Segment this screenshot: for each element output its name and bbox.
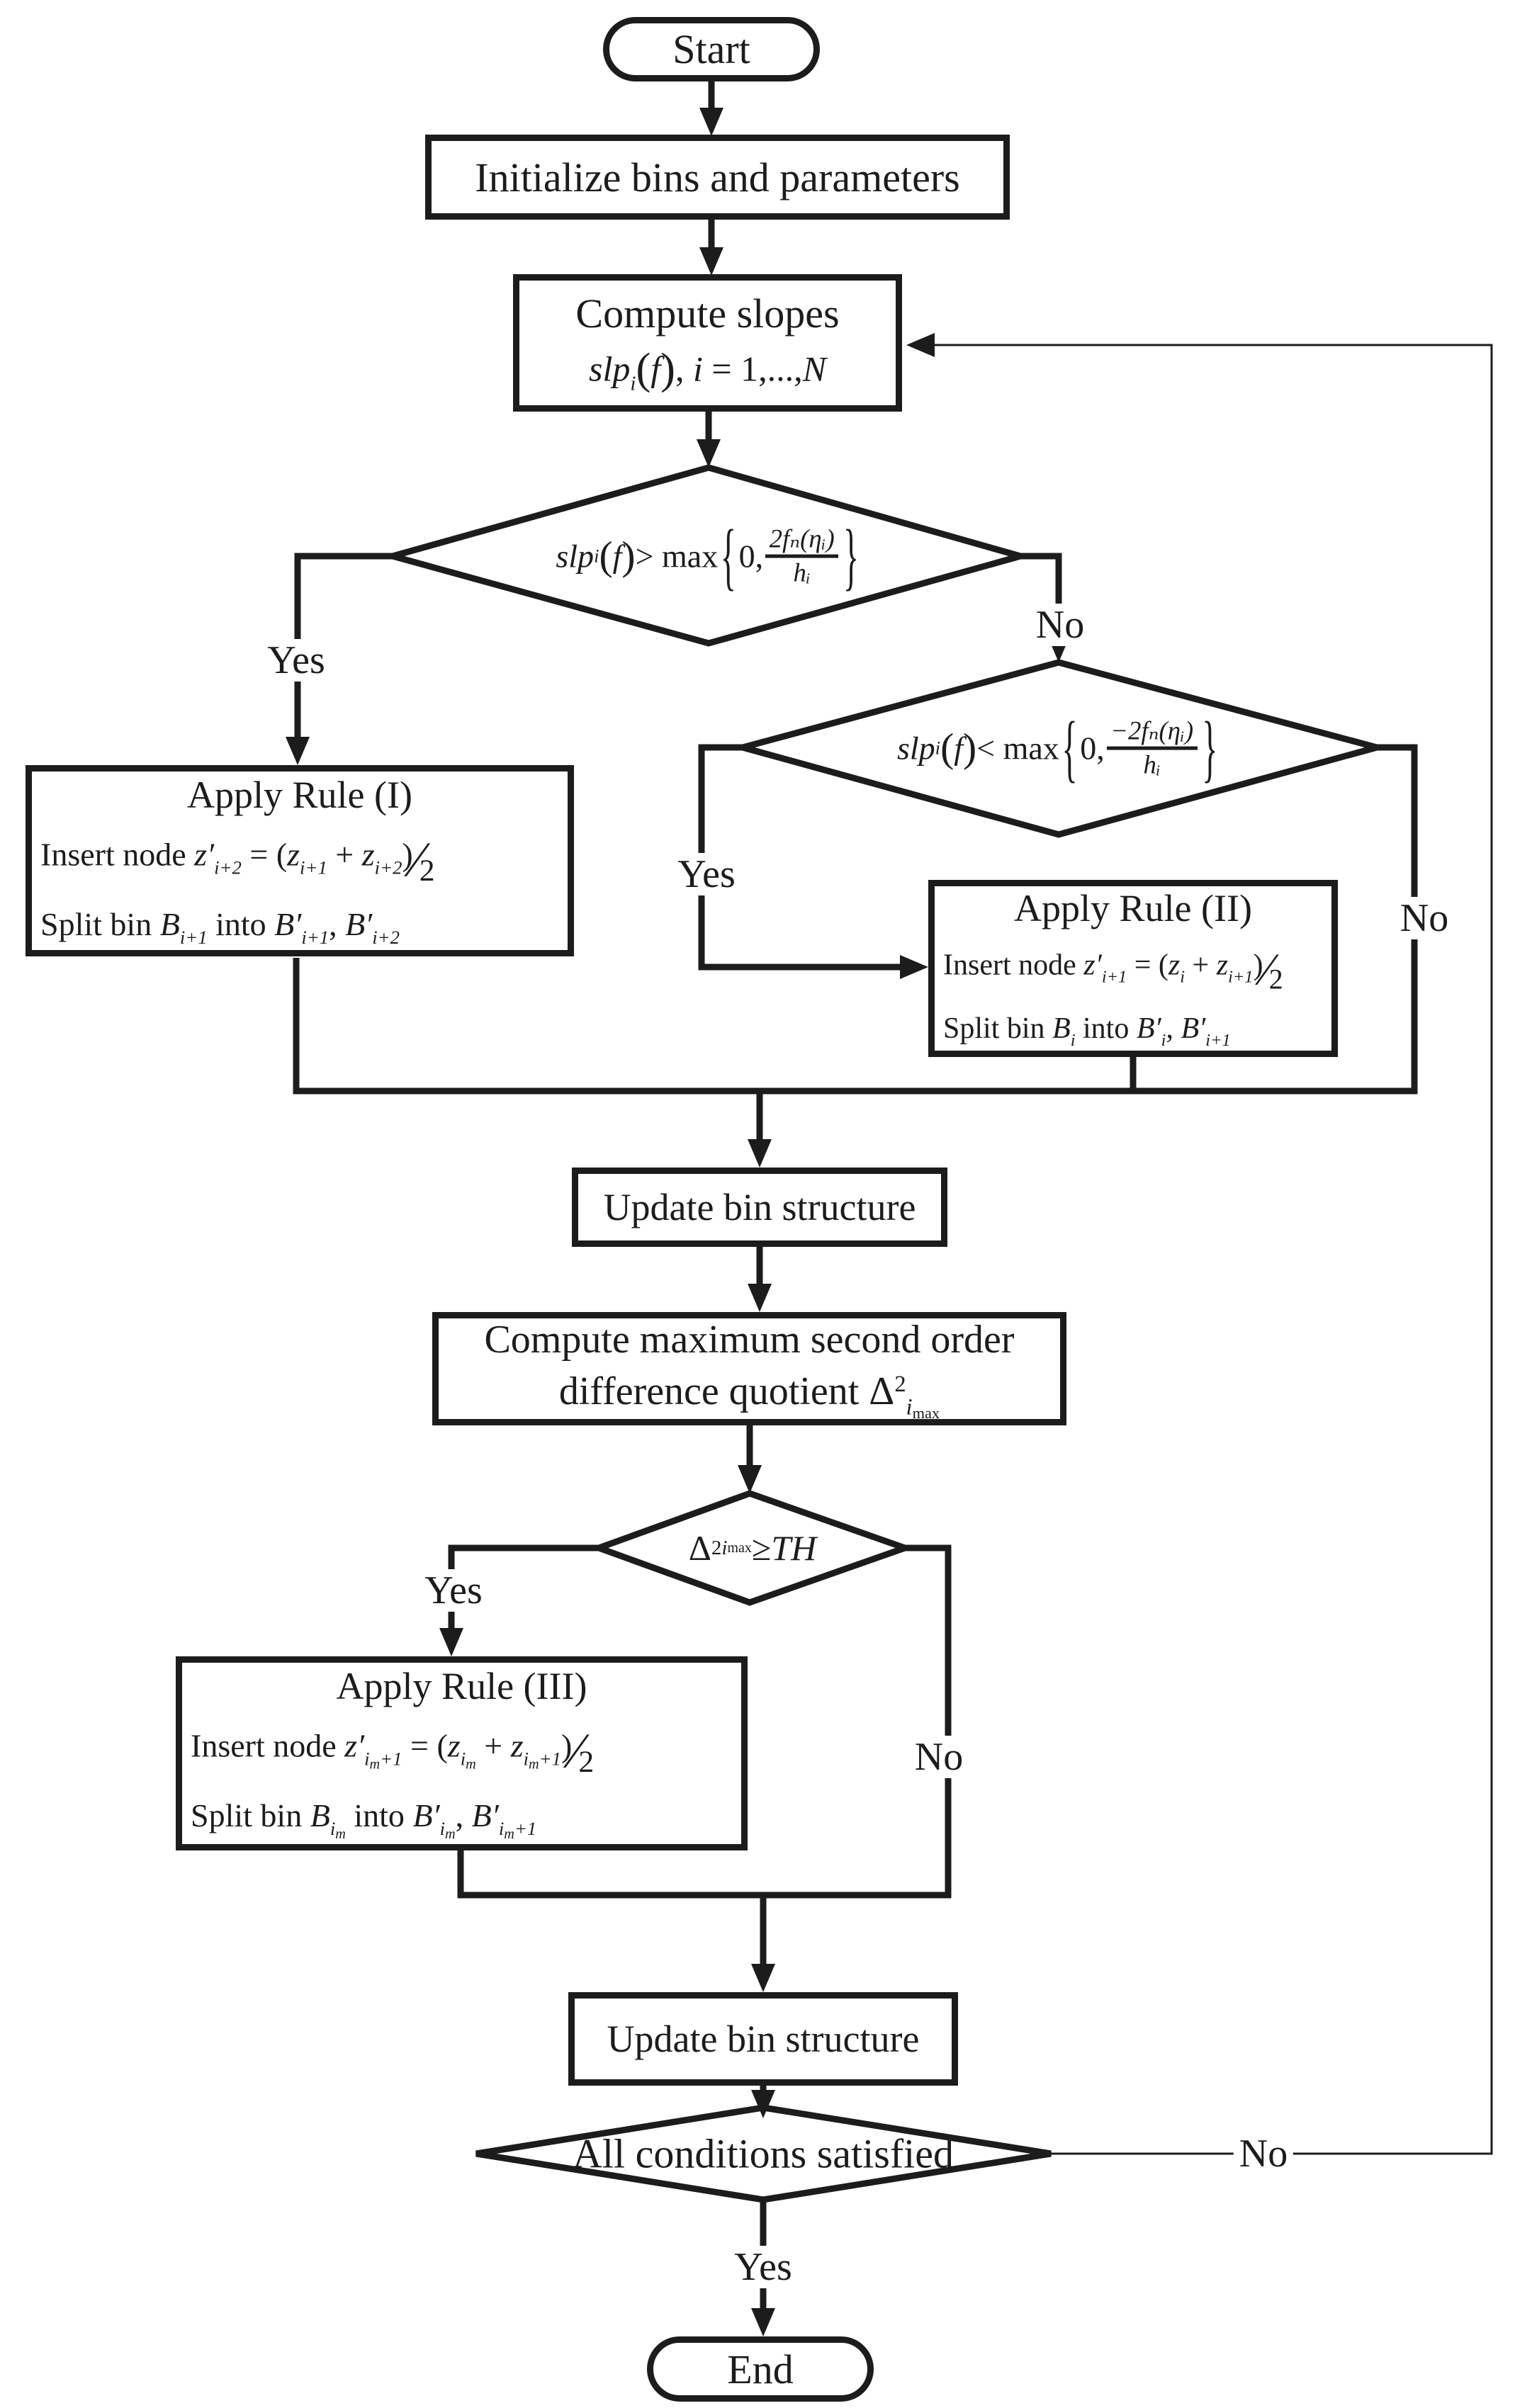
compute-slopes-formula: slp$_i$(f), i = 1,...,N: [589, 343, 826, 395]
arrowhead: [699, 247, 723, 276]
arrowhead: [748, 1139, 772, 1168]
rule1-split-formula: Split bin $B_{i+1}$ into $B'_{i+1}$, $B'_{i+2}$: [40, 906, 400, 949]
rule3-split-formula: Split bin $B_{im}$ into $B'_{im}$, $B'_{im+1}$: [191, 1797, 537, 1843]
arrowhead: [751, 1964, 775, 1992]
compute-max-line2: difference quotient $\Delta^2_{imax}$: [558, 1369, 940, 1422]
d1-yes-label: Yes: [261, 639, 330, 682]
apply-rule-3-process: [176, 1656, 748, 1850]
arrowhead: [738, 1465, 762, 1493]
init-process: [425, 135, 1010, 220]
compute-max-process: [432, 1312, 1066, 1425]
end-terminal: [647, 2336, 874, 2402]
arrowhead: [906, 333, 935, 357]
loop-back-line: [932, 345, 1492, 2154]
d2-no-label: No: [1395, 897, 1454, 939]
compute-max-line1: Compute maximum second order: [484, 1317, 1015, 1362]
d1-no-label: No: [1030, 604, 1090, 646]
init-label: Initialize bins and parameters: [475, 154, 960, 200]
start-terminal: [603, 17, 820, 81]
all-conditions-label: All conditions satisfied: [572, 2130, 954, 2177]
apply-rule-2-process: [928, 880, 1338, 1057]
update-bin-structure-1: [572, 1168, 947, 1247]
d4-yes-label: Yes: [728, 2246, 797, 2288]
start-label: Start: [672, 26, 750, 72]
d3-yes-label: Yes: [419, 1569, 488, 1612]
arrowhead: [751, 2308, 775, 2336]
rule1-insert-formula: Insert node $z'_{i+2} = (z_{i+1}$ + $z_{i+2})∕2$: [40, 831, 435, 888]
arrowhead: [748, 1284, 772, 1312]
arrowhead: [697, 439, 721, 468]
update2-label: Update bin structure: [607, 2018, 920, 2060]
compute-slopes-title: Compute slopes: [575, 290, 840, 337]
rule2-split-formula: Split bin $B_i$ into $B'_i$, $B'_{i+1}$: [943, 1012, 1231, 1050]
update1-label: Update bin structure: [603, 1186, 916, 1228]
arrowhead: [439, 1628, 463, 1656]
rule3-title: Apply Rule (III): [336, 1665, 587, 1708]
threshold-condition: Δ 2 i max ≥ TH: [688, 1528, 817, 1568]
edge-d3-no: [905, 1548, 948, 1898]
compute-slopes-process: [513, 274, 902, 412]
d3-no-label: No: [909, 1736, 969, 1778]
rule1-title: Apply Rule (I): [187, 773, 412, 816]
rule2-title: Apply Rule (II): [1014, 887, 1252, 930]
end-label: End: [727, 2346, 794, 2392]
slope-upper-condition: slp i ( f ) > max { 0, $\frac{\text{2fₙ(ηᵢ)}}{\text{hᵢ}}$ }: [556, 514, 859, 598]
arrowhead: [900, 955, 928, 979]
d2-yes-label: Yes: [672, 853, 740, 895]
d4-no-label: No: [1234, 2132, 1293, 2175]
rule2-insert-formula: Insert node $z'_{i+1} = (z_i$ + $z_{i+1})∕2$: [943, 944, 1283, 996]
rule3-insert-formula: Insert node $z'_{im+1} = (z_{im}$ + $z_{im+1})∕2$: [191, 1722, 595, 1780]
slope-lower-condition: slp i ( f ) < max { 0, $\frac{\text{−2fₙ(ηᵢ)}}{\text{hᵢ}}$ }: [896, 706, 1218, 790]
arrowhead: [286, 737, 310, 765]
apply-rule-1-process: [26, 765, 574, 956]
arrowhead: [699, 108, 723, 136]
update-bin-structure-2: [568, 1992, 958, 2086]
